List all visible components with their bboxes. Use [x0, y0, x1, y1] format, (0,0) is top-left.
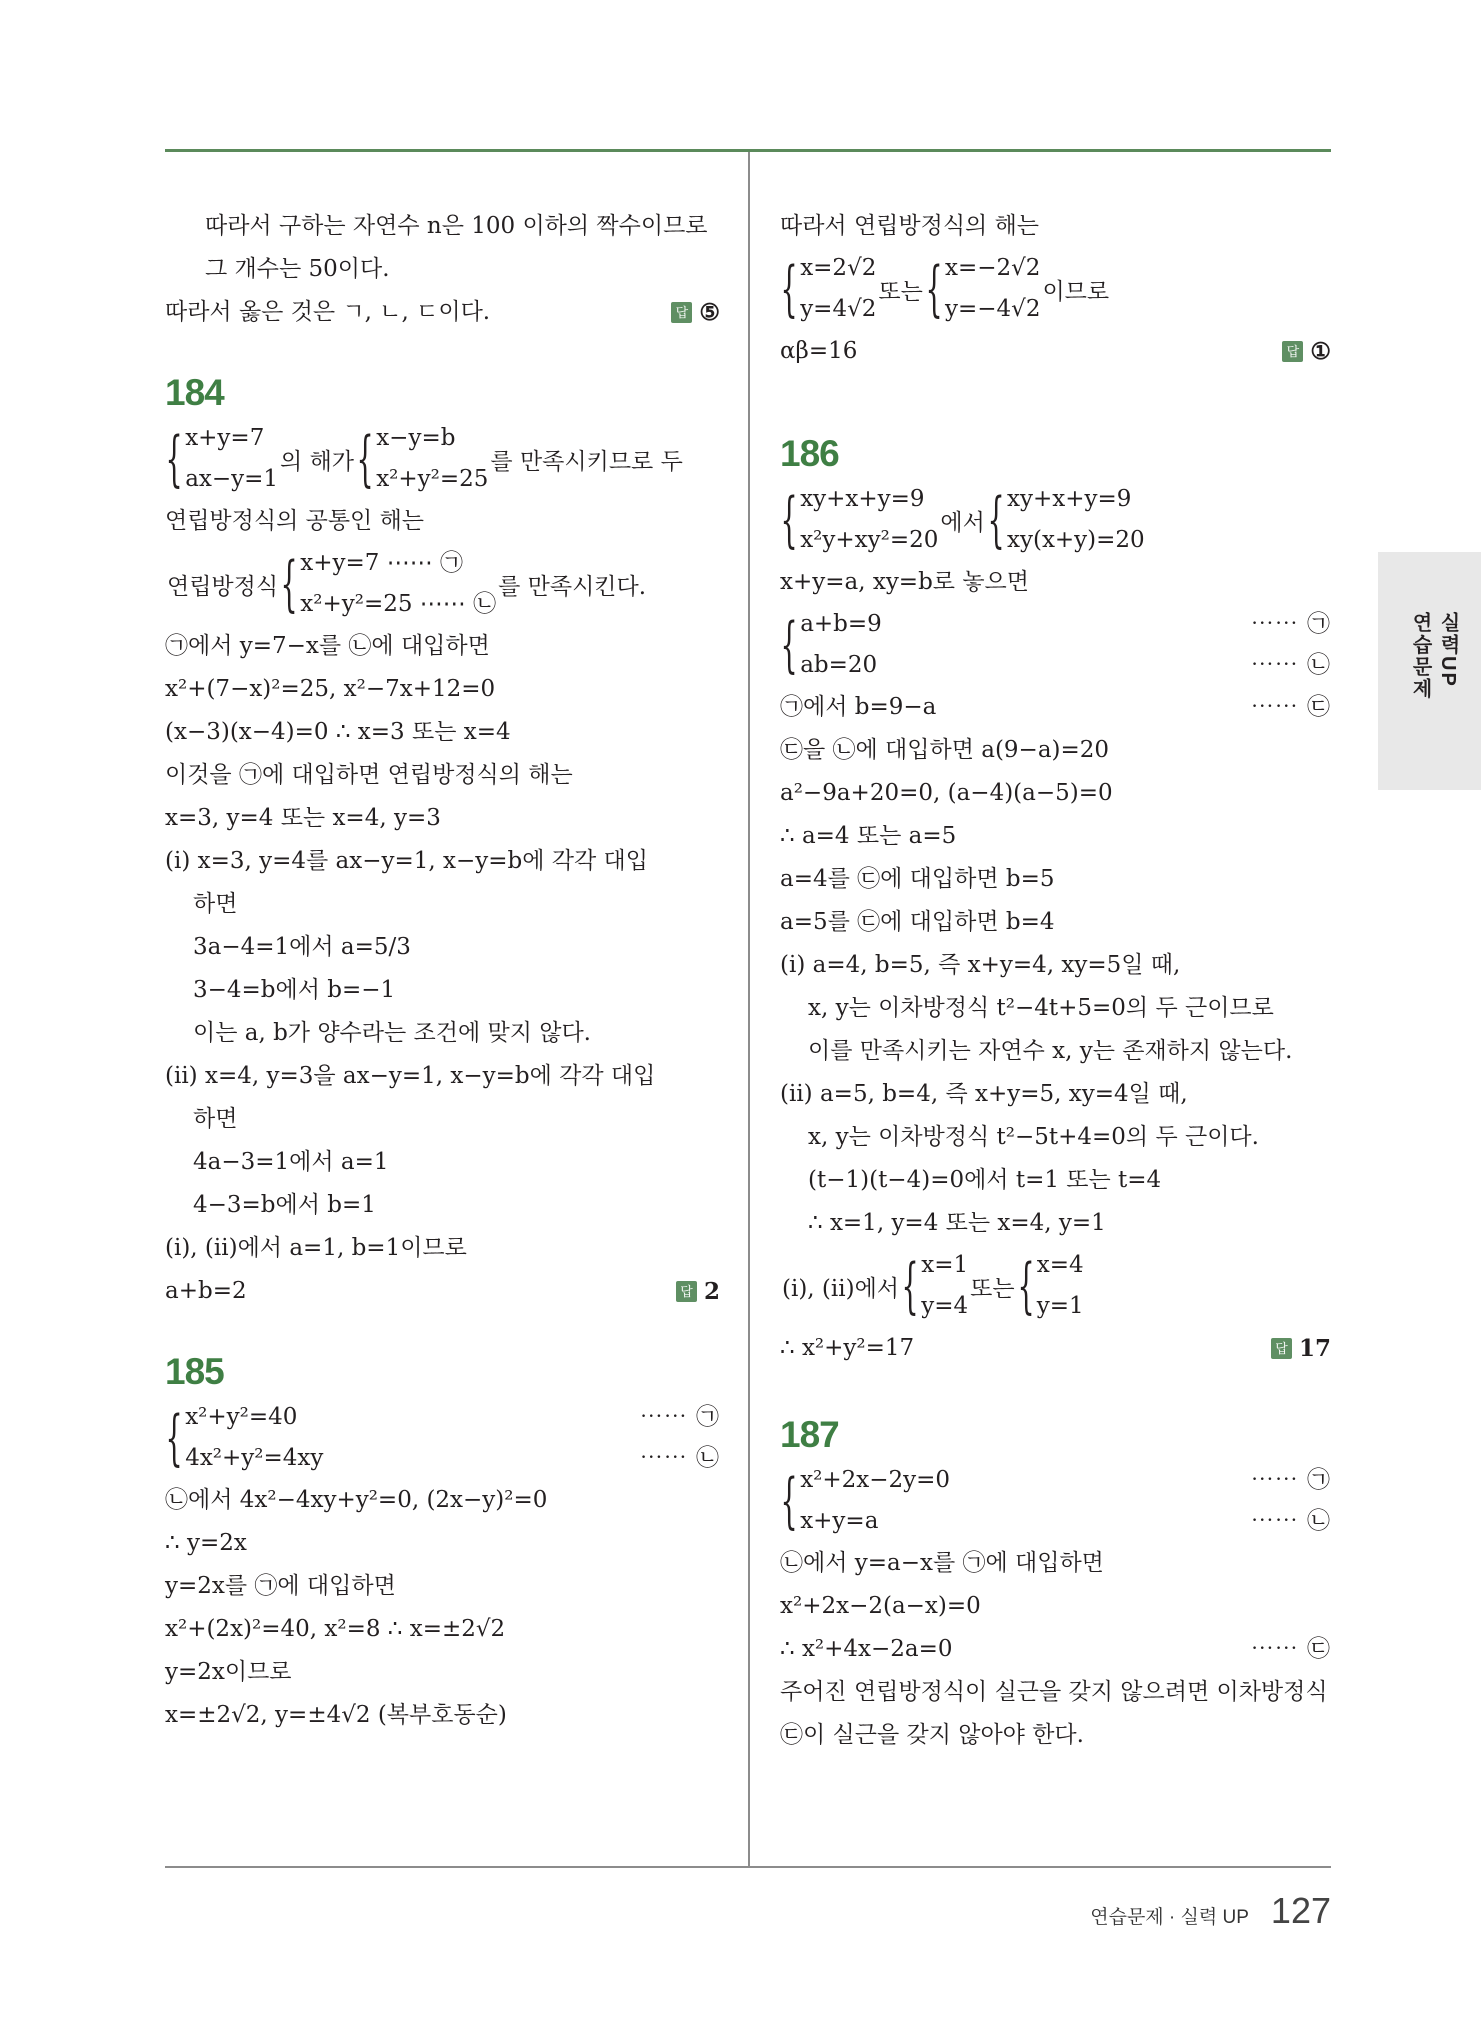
text-line: 주어진 연립방정식이 실근을 갖지 않으려면 이차방정식: [780, 1679, 1328, 1705]
left-brace-icon: {: [925, 254, 943, 324]
answer-icon: 답: [671, 302, 692, 323]
text-fragment: 에서: [940, 509, 985, 536]
text-line: 3−4=b에서 b=−1: [193, 977, 396, 1003]
bottom-rule: [165, 1866, 1331, 1868]
answer-value: 2: [703, 1278, 720, 1305]
text-line: x, y는 이차방정식 t²−4t+5=0의 두 근이므로: [808, 995, 1274, 1021]
left-brace-icon: {: [780, 1466, 798, 1536]
equation-system: [165, 418, 720, 500]
text-line: 하면: [193, 891, 238, 917]
text-line: y=2x이므로: [165, 1659, 292, 1685]
text-line: x=±2√2, y=±4√2 (복부호동순): [165, 1702, 507, 1728]
text-fragment: 또는: [878, 278, 923, 305]
text-line: (ⅰ), (ⅱ)에서 a=1, b=1이므로: [165, 1235, 467, 1261]
answer-line: [780, 330, 1331, 373]
text-line: a=4를 ㉢에 대입하면 b=5: [780, 866, 1055, 892]
text-line: ∴ x²+y²=17: [780, 1335, 915, 1361]
text-line: x, y는 이차방정식 t²−5t+4=0의 두 근이다.: [808, 1124, 1259, 1150]
text-line: ㉡에서 4x²−4xy+y²=0, (2x−y)²=0: [165, 1487, 548, 1513]
text-line: 이는 a, b가 양수라는 조건에 맞지 않다.: [193, 1020, 591, 1046]
page-number: 127: [1270, 1890, 1331, 1931]
text-line: ㉢이 실근을 갖지 않아야 한다.: [780, 1722, 1084, 1748]
equation: x+y=7: [185, 425, 265, 451]
equation: xy+x+y=9: [1007, 486, 1132, 512]
left-brace-icon: {: [356, 424, 374, 494]
text-line: a+b=2: [165, 1278, 247, 1304]
text-line: 3a−4=1에서 a=5/3: [193, 934, 411, 960]
equation: x=4: [1036, 1252, 1084, 1278]
equation-system: [780, 1245, 1331, 1327]
text-line: 그 개수는 50이다.: [205, 256, 390, 282]
text-line: x²+(7−x)²=25, x²−7x+12=0: [165, 676, 496, 702]
equation: x+y=a ⋯⋯ ㉡: [800, 1508, 1331, 1534]
text-line: 4a−3=1에서 a=1: [193, 1149, 389, 1175]
text-line: αβ=16: [780, 338, 858, 364]
left-brace-icon: {: [280, 549, 298, 619]
answer-value: 17: [1298, 1335, 1331, 1362]
equation-system: [780, 248, 1331, 330]
text-line: (ⅰ) a=4, b=5, 즉 x+y=4, xy=5일 때,: [780, 952, 1181, 978]
equation: x²+y²=25: [376, 466, 489, 492]
text-line: ∴ y=2x: [165, 1530, 247, 1556]
answer-mark: [676, 1270, 720, 1313]
equation-system: [165, 1397, 720, 1479]
problem-number-187: 187: [780, 1414, 839, 1455]
problem-number-184: 184: [165, 372, 224, 413]
text-line: (ⅰ) x=3, y=4를 ax−y=1, x−y=b에 각각 대입: [165, 848, 648, 874]
left-brace-icon: {: [780, 610, 798, 680]
text-fragment: 를 만족시킨다.: [498, 573, 647, 600]
text-line: 따라서 옳은 것은 ㄱ, ㄴ, ㄷ이다.: [165, 299, 491, 325]
text-line: 4−3=b에서 b=1: [193, 1192, 376, 1218]
left-brace-icon: {: [780, 254, 798, 324]
equation: x²+2x−2y=0 ⋯⋯ ㉠: [800, 1467, 1331, 1493]
equation: x+y=7 ⋯⋯ ㉠: [300, 550, 464, 576]
equation: y=1: [1036, 1293, 1084, 1319]
answer-line: [780, 1327, 1331, 1370]
text-line: x=3, y=4 또는 x=4, y=3: [165, 805, 441, 831]
answer-line: [165, 291, 720, 334]
answer-mark: [1271, 1327, 1331, 1370]
text-line: (ⅱ) x=4, y=3을 ax−y=1, x−y=b에 각각 대입: [165, 1063, 656, 1089]
equation: x=1: [921, 1252, 969, 1278]
text-line: 연립방정식의 공통인 해는: [165, 508, 425, 534]
text-line: 따라서 구하는 자연수 n은 100 이하의 짝수이므로: [205, 213, 708, 239]
equation: a+b=9 ⋯⋯ ㉠: [800, 611, 1331, 637]
text-line: (ⅱ) a=5, b=4, 즉 x+y=5, xy=4일 때,: [780, 1081, 1188, 1107]
text-fragment: 를 만족시키므로 두: [490, 448, 683, 475]
text-line: 따라서 연립방정식의 해는: [780, 213, 1040, 239]
equation: x=2√2: [800, 255, 877, 281]
answer-mark: [1282, 330, 1331, 373]
text-line: 이것을 ㉠에 대입하면 연립방정식의 해는: [165, 762, 573, 788]
equation: x²y+xy²=20: [800, 527, 939, 553]
left-column: [165, 205, 720, 1737]
side-tab-label: 실력UP: [1437, 612, 1459, 688]
equation: x²+y²=25 ⋯⋯ ㉡: [300, 591, 497, 617]
text-line: y=2x를 ㉠에 대입하면: [165, 1573, 396, 1599]
left-brace-icon: {: [901, 1251, 919, 1321]
left-brace-icon: {: [165, 1403, 183, 1473]
left-brace-icon: {: [780, 485, 798, 555]
answer-mark: [671, 291, 720, 334]
right-column: [780, 205, 1331, 1757]
column-divider: [748, 152, 750, 1866]
text-fragment: 의 해가: [280, 448, 355, 475]
text-line: 이를 만족시키는 자연수 x, y는 존재하지 않는다.: [808, 1038, 1293, 1064]
answer-value: ⑤: [699, 299, 720, 326]
equation: y=4: [921, 1293, 969, 1319]
equation-system: [780, 1460, 1331, 1542]
equation: x²+y²=40 ⋯⋯ ㉠: [185, 1404, 720, 1430]
equation: x=−2√2: [945, 255, 1041, 281]
answer-icon: 답: [1271, 1338, 1292, 1359]
equation: x−y=b: [376, 425, 456, 451]
text-fragment: 연립방정식: [167, 573, 279, 600]
text-line: ㉢을 ㉡에 대입하면 a(9−a)=20: [780, 737, 1110, 763]
equation-system: [780, 604, 1331, 686]
side-tab-label: 연습문제: [1409, 612, 1431, 700]
equation: xy(x+y)=20: [1007, 527, 1145, 553]
equation: y=4√2: [800, 296, 877, 322]
text-line: x+y=a, xy=b로 놓으면: [780, 569, 1029, 595]
text-line: ∴ x²+4x−2a=0 ⋯⋯ ㉢: [780, 1636, 1331, 1662]
text-line: ∴ x=1, y=4 또는 x=4, y=1: [808, 1210, 1106, 1236]
text-fragment: 이므로: [1042, 278, 1110, 305]
equation-system: [165, 543, 720, 625]
text-fragment: (ⅰ), (ⅱ)에서: [782, 1275, 900, 1302]
equation: 4x²+y²=4xy ⋯⋯ ㉡: [185, 1445, 720, 1471]
problem-number-186: 186: [780, 433, 839, 474]
text-line: 하면: [193, 1106, 238, 1132]
equation: ab=20 ⋯⋯ ㉡: [800, 652, 1331, 678]
chapter-side-tab: [1378, 552, 1481, 790]
equation: ax−y=1: [185, 466, 279, 492]
text-line: a=5를 ㉢에 대입하면 b=4: [780, 909, 1055, 935]
text-line: ㉠에서 y=7−x를 ㉡에 대입하면: [165, 633, 490, 659]
left-brace-icon: {: [987, 485, 1005, 555]
footer-label: 연습문제 · 실력 UP: [1090, 1907, 1249, 1928]
text-line: x²+(2x)²=40, x²=8 ∴ x=±2√2: [165, 1616, 506, 1642]
text-line: x²+2x−2(a−x)=0: [780, 1593, 981, 1619]
answer-value: ①: [1310, 338, 1331, 365]
text-line: ㉡에서 y=a−x를 ㉠에 대입하면: [780, 1550, 1104, 1576]
text-line: (t−1)(t−4)=0에서 t=1 또는 t=4: [808, 1167, 1162, 1193]
text-line: ㉠에서 b=9−a ⋯⋯ ㉢: [780, 694, 1331, 720]
answer-line: [165, 1270, 720, 1313]
equation: xy+x+y=9: [800, 486, 925, 512]
text-line: (x−3)(x−4)=0 ∴ x=3 또는 x=4: [165, 719, 511, 745]
answer-icon: 답: [676, 1281, 697, 1302]
left-brace-icon: {: [165, 424, 183, 494]
page-footer: [1090, 1890, 1331, 1932]
answer-icon: 답: [1282, 341, 1303, 362]
text-fragment: 또는: [970, 1275, 1015, 1302]
text-line: a²−9a+20=0, (a−4)(a−5)=0: [780, 780, 1113, 806]
equation-system: [780, 479, 1331, 561]
left-brace-icon: {: [1017, 1251, 1035, 1321]
equation: y=−4√2: [945, 296, 1041, 322]
problem-number-185: 185: [165, 1351, 224, 1392]
text-line: ∴ a=4 또는 a=5: [780, 823, 957, 849]
